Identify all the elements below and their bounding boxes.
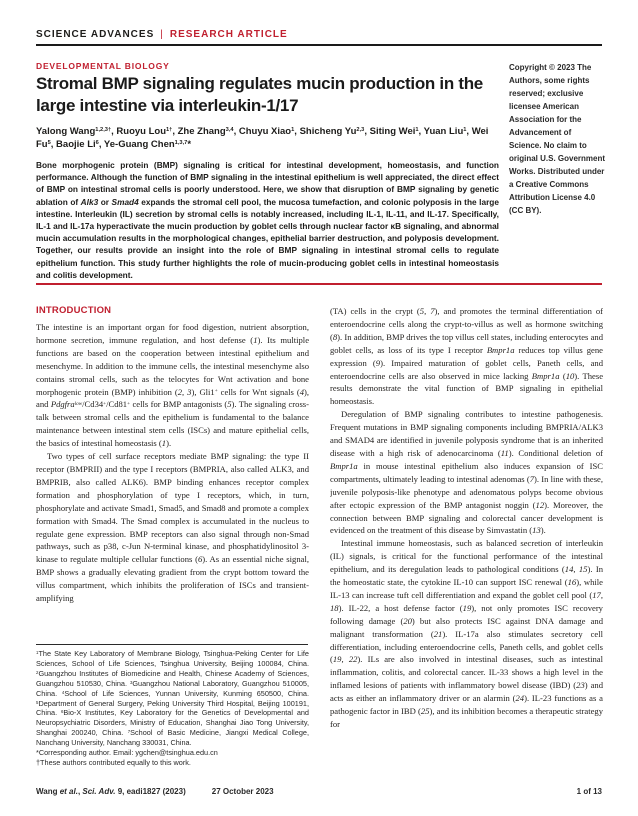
equal-contribution-note: †These authors contributed equally to this work. — [36, 757, 191, 767]
section-eyebrow: DEVELOPMENTAL BIOLOGY — [36, 61, 170, 71]
abstract-text: Bone morphogenic protein (BMP) signaling is critical for intestinal development, homeostasis, and function performance. Although the function of BMP signaling in the intestinal epithelium is well appreciated, the direct effect of BMP on intestinal stromal cells is poorly understood. Here, we show that disruption of BMP signaling by genetic ablation of Alk3 or Smad4 expands the stromal cell pool, the mucosa tumefaction, and colonic polyposis in the large intestine. Interleukin (IL) secretion by stromal cells is notably increased, including IL-1, IL-11, and IL-17. Specifically, IL-1 and IL-17a hyperactivate the mucin production by goblet cells through nuclear factor κB signaling, and abnormal mucin accumulation results in the morphological changes, epithelial barrier destruction, and polyposis development. Together, our results provide an insight into the role of BMP signaling in intestinal stromal cells to regulate epithelium function. This study further highlights the role of mucin-producing goblet cells in intestinal homeostasis and colitis development. — [36, 160, 499, 280]
intro-paragraph: Deregulation of BMP signaling contributes to intestine pathogenesis. Frequent mutations in BMP signaling components including BMPRIA/ALK3 and SMAD4 are identified in juvenile polyposis syndrome that is an inherited disease with a high risk of adenocarcinoma (11). Conditional deletion of Bmpr1a in mouse intestinal epithelium also induces expansion of ISC compartments, ultimately leading to intestinal adenomas (7). In line with these, juvenile polyposis-like phenotype and adenomatous polyps become obvious after ectopic expression of the BMP antagonist noggin (12). Moreover, the connection between BMP signaling and colorectal cancer development is evidenced on the treatment of this disease by Simvastatin (13). — [330, 409, 603, 536]
introduction-heading: INTRODUCTION — [36, 305, 112, 316]
intro-paragraph: Two types of cell surface receptors mediate BMP signaling: the type II receptor (BMPRII) and the type I receptors (BMPRIA, also called ALK3, and BMPRIB, also called ALK6). BMP binding enhances receptor complex formation and phosphorylation of type I receptors, which, in turn, phosphorylate and activate Smad1, Smad5, and Smad8 and promote a complex formation with Smad4. The Smad complex is accumulated in the nucleus to regulate gene expression. BMP receptors can also signal through non-Smad pathways, such as p38, c-Jun N-terminal kinase, and phosphatidylinositol 3-kinase to regulate multiple cellular functions (6). As an essential niche signal, BMP shows a gradually elevating gradient from the crypt bottom toward the villus compartment, which inhibits the proliferation of ISCs and transient-amplifying — [36, 451, 309, 604]
copyright-notice: Copyright © 2023 The Authors, some rights reserved; exclusive licensee American Association for the Advancement of Science. No claim to original U.S. Government Works. Distributed under a Creative Commons Attribution License 4.0 (CC BY). — [509, 63, 606, 215]
abstract-divider-rule — [36, 283, 602, 285]
corresponding-author-label: *Corresponding author. Email: — [36, 748, 136, 758]
introduction-text-left — [36, 321, 309, 637]
introduction-text-right — [330, 305, 603, 770]
author-list: Yalong Wang$^{1,2,3\dagger}$, Ruoyu Lou$^{1\dagger}$, Zhe Zhang$^{3,4}$, Chuyu Xiao$^1$, Shicheng Yu$^{2,3}$, Siting Wei$^1$, Yuan Liu$^1$, Wei Fu$^5$, Baojie Li$^6$, Ye-Guang Chen$^{1,3,7}$* — [36, 126, 489, 150]
intro-paragraph: Intestinal immune homeostasis, such as balanced secretion of interleukin (IL) signals, is critical for the functional performance of the intestinal epithelium, and its deregulation leads to pathological conditions (14, 15). In the homeostatic state, the cytokine IL-10 can support ISC renewal (16), while IL-13 can increase tuft cell differentiation and expand the goblet cell pool (17, 18). IL-22, a host defense factor (19), not only promotes ISC recovery following damage (20) but also protects ISC against DNA damage and malignant transformation (21). IL-17a also stimulates secretory cell differentiation, including enteroendocrine cells, Paneth cells, and goblet cells (19, 22). ILs are also involved in intestinal diseases, such as intestinal inflammation, colitis, and colorectal cancer. IL-33 shows a high level in the inflamed lesions of patients with inflammatory bowel disease (IBD) (23) and acts as either an inflammatory driver or an alarmin (24). IL-23 functions as a pathogenic factor in IBD (25), and its inhibition becomes a therapeutic strategy for — [330, 538, 603, 729]
article-title: Stromal BMP signaling regulates mucin production in the large intestine via interleukin-1/17 — [36, 74, 483, 115]
journal-name: SCIENCE ADVANCES — [36, 29, 155, 40]
corresponding-author-note — [36, 748, 309, 758]
affiliations-footnote: $^1$The State Key Laboratory of Membrane Biology, Tsinghua-Peking Center for Life Sciences, School of Life Sciences, Tsinghua University, Beijing 100084, China. $^2$Guangzhou Institutes of Biomedicine and Health, Chinese Academy of Sciences, Guangzhou 510530, China. $^3$Guangzhou National Laboratory, Guangzhou 510005, China. $^4$School of Life Sciences, Yunnan University, Kunming 650500, China. $^5$Department of General Surgery, Peking University Third Hospital, Beijing 100191, China. $^6$Bio-X Institutes, Key Laboratory for the Genetics of Developmental and Neuropsychiatric Disorders, Ministry of Education, Shanghai Jiao Tong University, Shanghai 200240, China. $^7$School of Basic Medicine, Jiangxi Medical College, Nanchang University, Nanchang 330031, China. — [36, 649, 310, 748]
page-number: 1 of 13 — [576, 787, 602, 796]
footer-citation: Wang et al., Sci. Adv. 9, eadi1827 (2023) — [36, 787, 186, 796]
footnotes-block — [36, 649, 309, 768]
right-column — [330, 305, 603, 770]
left-column — [36, 305, 309, 768]
footnote-divider-rule — [36, 644, 308, 645]
page-footer — [36, 787, 602, 796]
masthead-separator: | — [160, 29, 164, 40]
intro-paragraph: The intestine is an important organ for food digestion, nutrient absorption, hormone secretion, immune regulation, and host defense (1). Its multiple functions are based on the cooperation between intestinal epithelium and mesenchyme. In addition to the immune cells, the intestinal mesenchyme also contains stromal cells, such as the telocytes for Wnt activation and bone morphogenic protein (BMP) inhibition (2, 3), Gli1+ cells for Wnt signals (4), and Pdgfra$^{low}$/Cd34+/Cd81+ cells for BMP antagonists (5). The signaling cross-talk between stromal cells and the epithelium is fundamental to the balance maintenance between intestinal stem cells (ISCs) and mature epithelial cells, the basics of intestinal homeostasis (1). — [36, 322, 309, 449]
masthead-rule — [36, 44, 602, 46]
footer-date: 27 October 2023 — [211, 787, 274, 796]
masthead — [36, 29, 288, 40]
intro-paragraph: (TA) cells in the crypt (5, 7), and promotes the terminal differentiation of enteroendocrine cells along the crypt-to-villus as well as hormone switching (8). In addition, BMP drives the top villus cell states, including enterocytes and goblet cells, as loss of its type I receptor Bmpr1a reduces top villus gene expression (9). Impaired maturation of goblet cells, Paneth cells, and enteroendocrine cells are also observed in mice lacking Bmpr1a (10). These results demonstrate the vital function of BMP signaling in epithelial homeostasis. — [330, 306, 603, 407]
article-type-label: RESEARCH ARTICLE — [169, 29, 288, 40]
corresponding-author-email[interactable]: ygchen@tsinghua.edu.cn — [135, 748, 218, 758]
